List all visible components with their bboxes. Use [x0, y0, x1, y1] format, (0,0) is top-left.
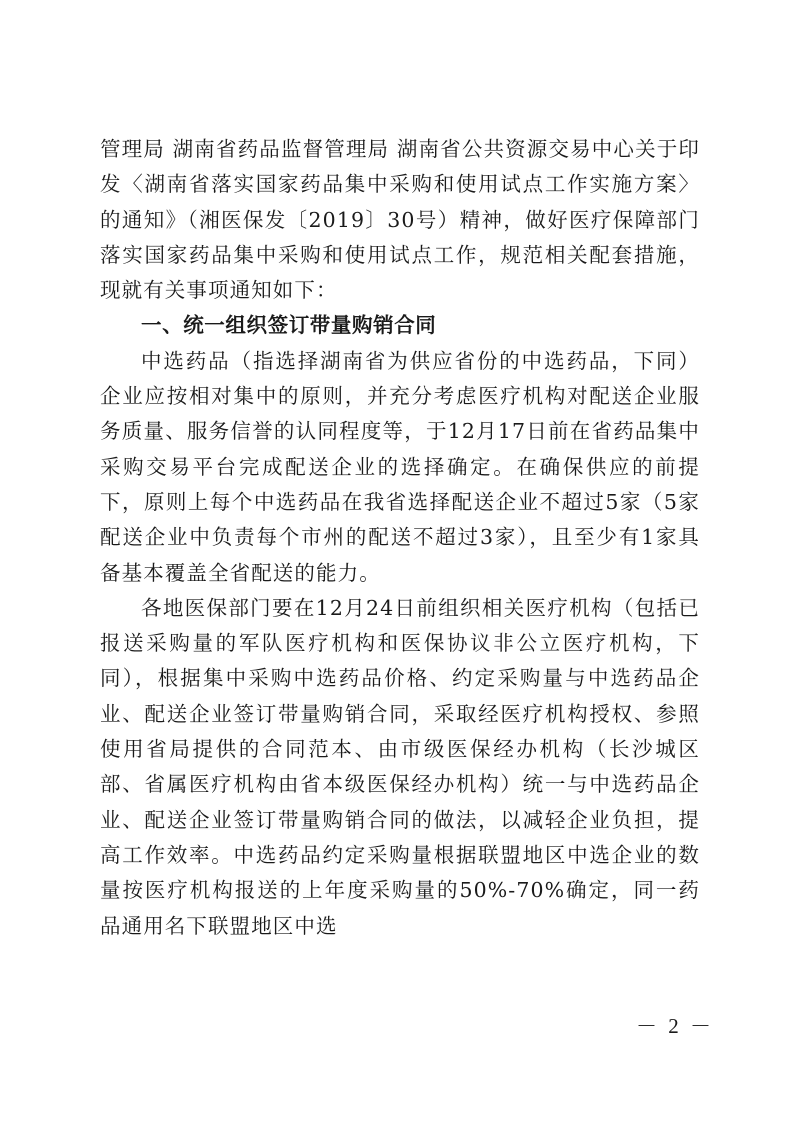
document-body — [100, 132, 700, 944]
section-heading: 一、统一组织签订带量购销合同 — [141, 313, 437, 338]
body-paragraph-contract-signing: 各地医保部门要在12月24日前组织相关医疗机构（包括已报送采购量的军队医疗机构和医保协议非公立医疗机构，下同），根据集中采购中选药品价格、约定采购量与中选药品企业、配送企业签订带量购销合同，采取经医疗机构授权、参照使用省局提供的合同范本、由市级医保经办机构（长沙城区部、省属医疗机构由省本级医保经办机构）统一与中选药品企业、配送企业签订带量购销合同的做法，以减轻企业负担，提高工作效率。中选药品约定采购量根据联盟地区中选企业的数量按医疗机构报送的上年度采购量的50%-70%确定，同一药品通用名下联盟地区中选 — [100, 595, 700, 938]
intro-paragraph: 管理局 湖南省药品监督管理局 湖南省公共资源交易中心关于印发〈湖南省落实国家药品集中采购和使用试点工作实施方案〉的通知》（湘医保发〔2019〕30号）精神，做好医疗保障部门落实国家药品集中采购和使用试点工作，规范相关配套措施，现就有关事项通知如下： — [100, 137, 700, 303]
page-number: － 2 － — [636, 1014, 714, 1038]
body-paragraph-supplier-selection: 中选药品（指选择湖南省为供应省份的中选药品，下同）企业应按相对集中的原则，并充分考虑医疗机构对配送企业服务质量、服务信誉的认同程度等，于12月17日前在省药品集中采购交易平台完成配送企业的选择确定。在确保供应的前提下，原则上每个中选药品在我省选择配送企业不超过5家（5家配送企业中负责每个市州的配送不超过3家），且至少有1家具备基本覆盖全省配送的能力。 — [100, 348, 700, 585]
